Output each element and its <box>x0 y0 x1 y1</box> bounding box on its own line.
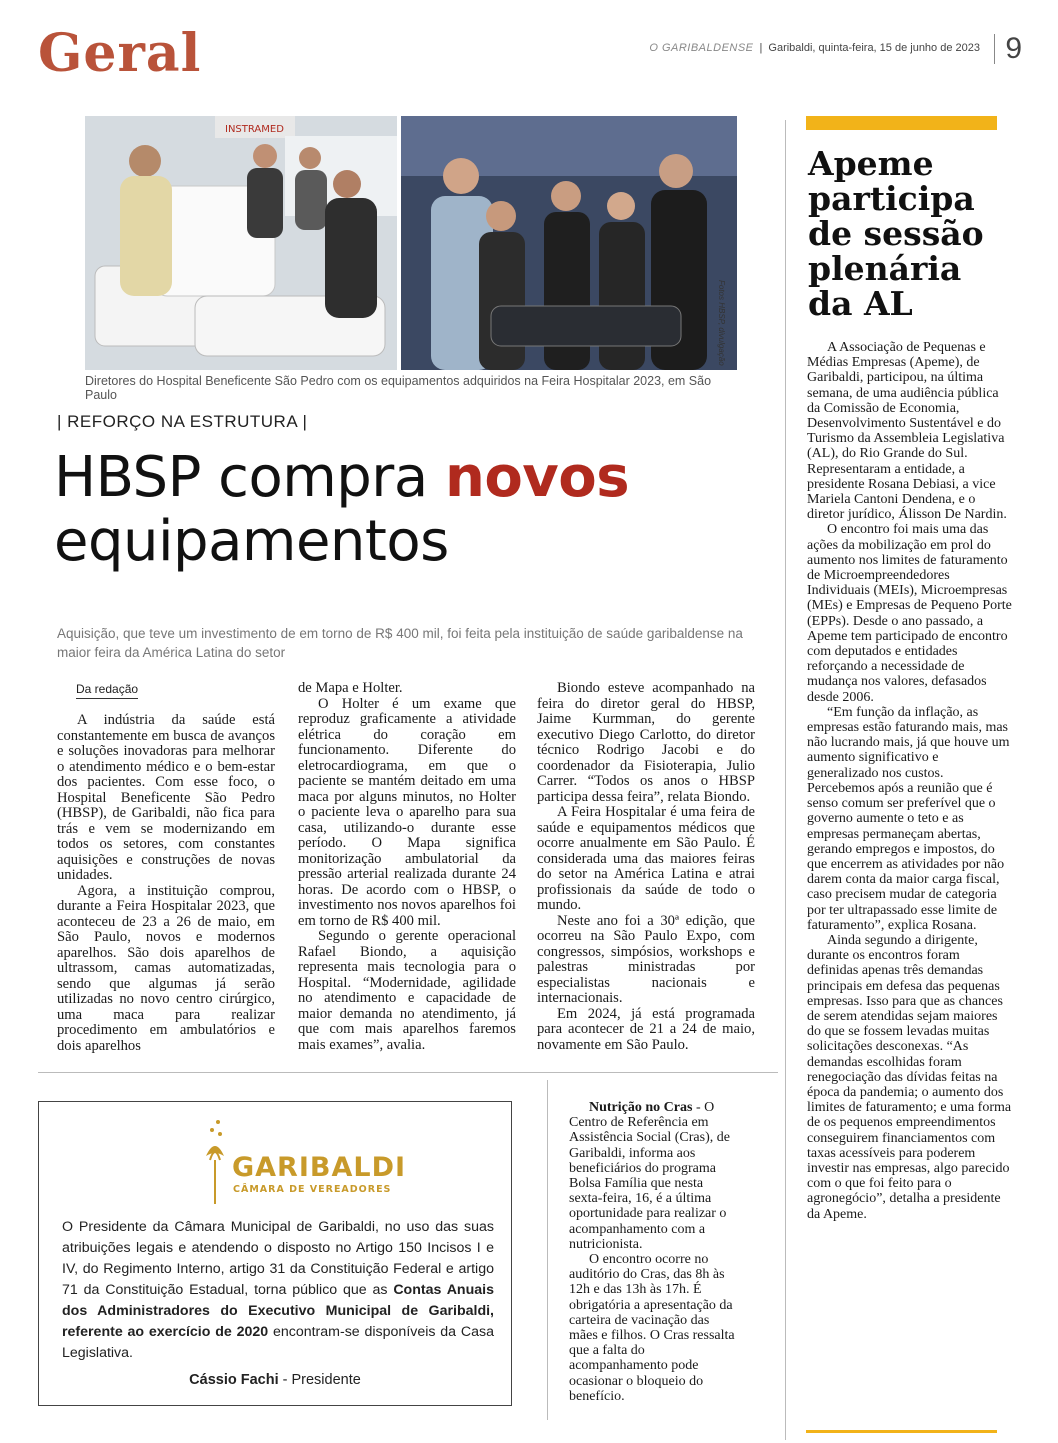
notice-text-part1: O Presidente da Câmara Municipal de Garibaldi, no uso das suas atribuições legais e atendendo o disposto no Artigo 150 Incisos I e IV, do Regimento Interno, artigo 31 da Constituição Federal e artigo 71 da Constituição Estadual, torna público que as <box>62 1219 494 1298</box>
publication-name: O GARIBALDENSE <box>649 42 754 54</box>
paragraph: Biondo esteve acompanhado na feira do diretor geral do HBSP, Jaime Kurmman, do gerente executivo Diego Carlotto, do diretor técnico Rodrigo Jacobi e do coordenador da Fisioterapia, Julio Carrer. “Todos os anos o HBSP participa dessa feira”, relata Biondo. <box>537 680 755 805</box>
sidebar-body <box>807 340 1013 1222</box>
headline-highlight: novos <box>444 445 630 510</box>
section-divider <box>38 1072 778 1073</box>
photo-caption: Diretores do Hospital Beneficente São Pedro com os equipamentos adquiridos na Feira Hospitalar 2023, em São Paulo <box>85 374 712 402</box>
photo-credit: Fotos HBSP, divulgação <box>717 280 726 366</box>
paragraph: O encontro ocorre no auditório do Cras, das 8h às 12h e das 13h às 17h. É obrigatória a apresentação da carteira de vacinação das mães e filhos. O Cras ressalta que a falta do acompanhamento pode ocasionar o bloqueio do benefício. <box>569 1252 735 1404</box>
notice-text-part2: encontram-se disponíveis da Casa Legislativa. <box>62 1324 495 1361</box>
article-byline: Da redação <box>76 682 138 699</box>
paragraph: Agora, a instituição comprou, durante a Feira Hospitalar 2023, que aconteceu de 23 a 26 de maio, em São Paulo, novos e modernos aparelhos. São dois aparelhos de ultrassom, camas automatizadas, sendo que algumas já serão utilizadas no novo centro cirúrgico, uma maca para realizar procedimento em ambulatórios e dois aparelhos <box>57 882 275 1054</box>
sidebar-accent-bottom <box>806 1430 997 1433</box>
notice-signature <box>38 1372 512 1388</box>
notice-text <box>62 1217 494 1364</box>
notice-text-bold: Contas Anuais dos Administradores do Executivo Municipal de Garibaldi, referente ao exercício de 2020 <box>62 1282 494 1340</box>
article-column-1 <box>57 713 275 1054</box>
dateline: Garibaldi, quinta-feira, 15 de junho de 2023 <box>768 42 980 54</box>
article-column-3 <box>537 681 755 1053</box>
photo-hospital-beds <box>85 116 397 370</box>
header-info <box>649 42 980 54</box>
photo-hospital-beds-illustration <box>85 116 397 370</box>
sidebar-headline: Apeme participa de sessão plenária da AL <box>808 144 984 323</box>
article-subhead: Aquisição, que teve um investimento de em torno de R$ 400 mil, foi feita pela instituição de saúde garibaldense na maior feira da América Latina do setor <box>57 626 743 660</box>
paragraph: A Feira Hospitalar é uma feira de saúde e equipamentos médicos que ocorre anualmente em São Paulo. É considerada uma das maiores feiras do setor na América Latina e atrai profissionais da saúde de todo o mundo. <box>537 804 755 913</box>
paragraph: A indústria da saúde está constantemente em busca de avanços e soluções inovadoras para melhorar o atendimento médico e o bem-estar dos pacientes. Com esse foco, o Hospital Beneficente São Pedro (HBSP), de Garibaldi, não fica para trás e vem se modernizando em todos os setores, com constantes aquisições e construções de novas unidades. <box>57 712 275 883</box>
paragraph: Em 2024, já está programada para acontecer de 21 a 24 de maio, novamente em São Paulo. <box>537 1005 755 1053</box>
article-kicker: | REFORÇO NA ESTRUTURA | <box>57 412 308 431</box>
paragraph: Segundo o gerente operacional Rafael Biondo, a aquisição representa mais tecnologia para o Hospital. “Modernidade, agilidade no atendimento e capacidade de maior demanda no atendimento, já que com mais aparelhos faremos mais exames”, avalia. <box>298 928 516 1053</box>
logo-wordmark: GARIBALDI <box>232 1152 407 1183</box>
paragraph <box>569 1100 736 1252</box>
signatory-role: - Presidente <box>278 1372 361 1388</box>
sidebar-accent-bar <box>806 116 997 130</box>
header-separator: | <box>759 42 763 54</box>
grape-flower-icon <box>200 1116 230 1206</box>
paragraph: “Em função da inflação, as empresas estão faturando mais, mas não lucrando mais, já que houve um aumento significativo e generalizado nos custos. Percebemos após a reunião que é senso comum ser preferível que o governo aumente o teto e as empresas permaneçam abertas, gerando empregos e impostos, do que encerrem as atividades por não darem conta da maior carga fiscal, caso precisem mudar de categoria por ter ultrapassado esse limite de faturamento”, explica Rosana. <box>807 704 1010 933</box>
paragraph: Ainda segundo a dirigente, durante os encontros foram definidas apenas três demandas principais em defesa das pequenas empresas. Isso para que as chances de serem atendidas sejam maiores do que se fossem levadas muitas solicitações desconexas. “As demandas escolhidas foram renegociação das dívidas feitas na época da pandemia; o aumento dos limites de faturamento; e uma forma de os pequenos empreendimentos conseguirem financiamentos com taxas acessíveis para poderem investir nas empresas, algo parecido com o que foi feito para o agronegócio”, detalha a presidente da Apeme. <box>807 932 1012 1222</box>
paragraph: O encontro foi mais uma das ações da mobilização em prol do aumento nos limites de faturamento de Microempreendedores Individuais (MEIs), Microempresas (MEs) e Empresas de Pequeno Porte (EPPs). Desde o ano passado, a Apeme tem participado de encontro com deputados e entidades reforçando a necessidade de mudança nos valores, defasados desde 2006. <box>807 522 1012 705</box>
booth-sign-text: INSTRAMED <box>225 124 284 135</box>
page-number: 9 <box>994 34 1022 64</box>
section-title: Geral <box>38 23 202 84</box>
article-headline <box>54 446 774 574</box>
camara-logo <box>200 1112 407 1208</box>
paragraph: de Mapa e Holter. <box>298 680 403 696</box>
cras-lead: Nutrição no Cras <box>589 1100 693 1115</box>
headline-part1: HBSP compra <box>54 445 445 510</box>
logo-subtitle: CÂMARA DE VEREADORES <box>233 1184 392 1195</box>
cras-brief <box>569 1100 736 1404</box>
paragraph: O Holter é um exame que reproduz graficamente a atividade elétrica do coração em funcionamento. Diferente do eletrocardiograma, em que o paciente se mantém deitado em uma maca por alguns minutos, no Holter o paciente leva o aparelho para sua casa, utilizando-o durante esse período. O Mapa significa monitorização ambulatorial da pressão arterial realizada durante 24 horas. De acordo com o HBSP, o investimento nos novos aparelhos foi em torno de R$ 400 mil. <box>298 695 516 929</box>
headline-part2: equipamentos <box>54 509 449 574</box>
cras-text: - O Centro de Referência em Assistência Social (Cras), de Garibaldi, informa aos beneficiários do programa Bolsa Família que nesta sexta-feira, 16, é a última oportunidade para realizar o acompanhamento com a nutricionista. <box>569 1100 730 1252</box>
article-photos <box>85 116 737 370</box>
signatory-name: Cássio Fachi <box>189 1372 279 1388</box>
article-column-2 <box>298 681 516 1053</box>
paragraph: Neste ano foi a 30ª edição, que ocorreu na São Paulo Expo, com congressos, simpósios, workshops e palestras ministradas por especialistas nacionais e internacionais. <box>537 912 755 1006</box>
column-divider <box>785 120 786 1440</box>
photo-directors-illustration <box>401 116 737 370</box>
column-divider-lower <box>547 1080 548 1420</box>
photo-directors-stretcher <box>401 116 737 370</box>
paragraph: A Associação de Pequenas e Médias Empresas (Apeme), de Garibaldi, participou, na última semana, de uma audiência pública da Comissão de Economia, Desenvolvimento Sustentável e do Turismo da Assembleia Legislativa (AL), do Rio Grande do Sul. Representaram a entidade, a presidente Rosana Debiasi, a vice Mariela Cantoni Dendena, e o diretor jurídico, Álisson De Nardin. <box>807 340 1007 523</box>
